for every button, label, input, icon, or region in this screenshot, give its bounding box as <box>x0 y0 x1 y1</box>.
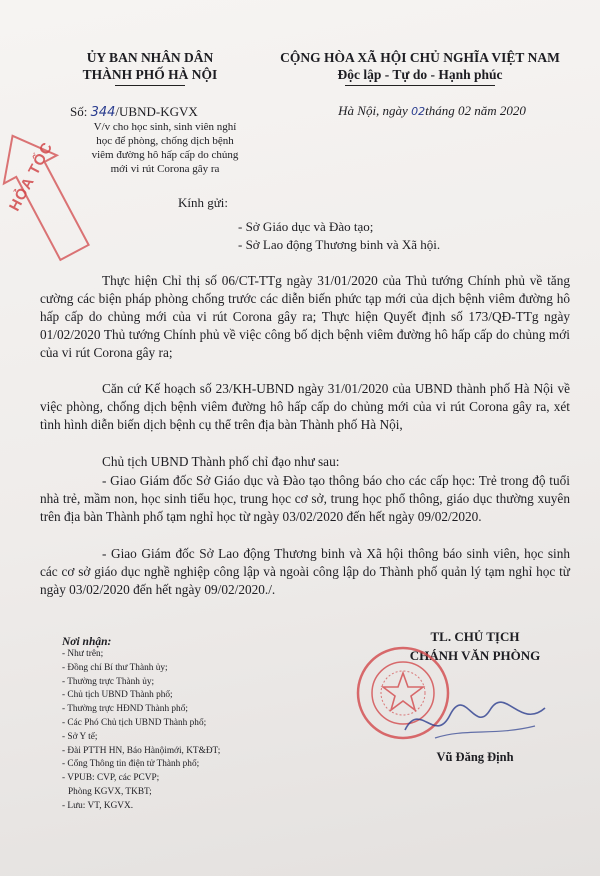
org-underline <box>115 85 185 86</box>
recipient-item: - Đồng chí Bí thư Thành ủy; <box>62 662 168 673</box>
org-line-2: THÀNH PHỐ HÀ NỘI <box>82 67 218 82</box>
body-paragraph: - Giao Giám đốc Sở Giáo dục và Đào tạo thông báo cho các cấp học: Trẻ trong độ tuổi nhà trẻ, mầm non, học sinh tiểu học, trung học cơ sở, trung học phổ thông, giáo dục thường xuyên trên địa bàn Thành phố tạm nghỉ học từ ngày 03/02/2020 đến hết ngày 09/02/2020. <box>40 473 570 524</box>
addressee-label: Kính gửi: <box>178 195 229 210</box>
date-day-handwritten: 02 <box>411 105 426 118</box>
recipient-item: Phòng KGVX, TKBT; <box>68 786 152 797</box>
org-line-1: ỦY BAN NHÂN DÂN <box>86 50 214 65</box>
recipient-item: - Thường trực Thành ủy; <box>62 676 155 687</box>
national-motto <box>255 49 585 86</box>
recipient-item: - VPUB: CVP, các PCVP; <box>62 773 160 784</box>
signer-name: Vũ Đăng Định <box>436 750 514 764</box>
addressee-recipient: - Sở Giáo dục và Đào tạo; <box>238 219 374 234</box>
body-paragraph: - Giao Giám đốc Sở Lao động Thương binh và Xã hội thông báo sinh viên, học sinh các cơ sở giáo dục nghề nghiệp công lập và ngoài công lập do Thành phố quản lý tạm nghỉ học từ ngày 03/02/2020 đến hết ngày 09/02/2020./. <box>40 546 570 597</box>
recipient-item: - Cổng Thông tin điện tử Thành phố; <box>62 759 200 770</box>
motto-underline <box>345 85 495 86</box>
body-paragraph: Căn cứ Kế hoạch số 23/KH-UBND ngày 31/01/2020 của UBND thành phố Hà Nội về việc phòng, chống dịch bệnh viêm đường hô hấp cấp do chủng mới của vi rút Corona gây ra, xét tình hình diễn biến dịch bệnh cụ thể trên địa bàn Thành phố Hà Nội, <box>40 381 570 432</box>
addressee-recipient: - Sở Lao động Thương binh và Xã hội. <box>238 237 441 252</box>
body-paragraph: Thực hiện Chỉ thị số 06/CT-TTg ngày 31/01/2020 của Thủ tướng Chính phủ về tăng cường các biện pháp phòng chống trước các diễn biến phức tạp mới của dịch bệnh viêm đường hô hấp cấp do chủng mới của vi rút Corona gây ra; Thực hiện Quyết định số 173/QĐ-TTg ngày 01/02/2020 Thủ tướng Chính phủ về việc công bố dịch bệnh viêm đường hô hấp cấp do chủng mới của vi rút Corona gây ra; <box>40 273 570 360</box>
subject-line: viêm đường hô hấp cấp do chủng <box>91 149 239 161</box>
recipients-title: Nơi nhận: <box>62 636 112 648</box>
subject-line: học để phòng, chống dịch bệnh <box>96 135 234 147</box>
recipient-item: - Các Phó Chủ tịch UBND Thành phố; <box>62 717 207 728</box>
date-suffix: tháng 02 năm 2020 <box>425 103 526 118</box>
signature-line-2: CHÁNH VĂN PHÒNG <box>409 648 541 663</box>
recipient-item: - Sở Y tế; <box>62 731 98 742</box>
urgent-stamp-label: HỎA TỐC <box>6 139 57 214</box>
date-prefix: Hà Nội, ngày <box>338 103 408 118</box>
doc-no-suffix: /UBND-KGVX <box>115 104 198 119</box>
recipient-item: - Lưu: VT, KGVX. <box>62 800 134 811</box>
doc-no-prefix: Số: <box>70 104 88 119</box>
signature-line-1: TL. CHỦ TỊCH <box>430 629 520 644</box>
recipient-item: - Đài PTTH HN, Báo Hànộimới, KT&ĐT; <box>62 745 221 756</box>
recipient-item: - Như trên; <box>62 649 104 659</box>
subject-line: V/v cho học sinh, sinh viên nghỉ <box>93 121 237 133</box>
body-paragraph: Chủ tịch UBND Thành phố chỉ đạo như sau: <box>102 454 340 469</box>
recipient-item: - Thường trực HĐND Thành phố; <box>62 704 188 715</box>
nation-line-2: Độc lập - Tự do - Hạnh phúc <box>337 67 503 82</box>
document-number <box>70 104 198 120</box>
doc-no-handwritten: 344 <box>90 105 116 120</box>
subject-line: mới vi rút Corona gây ra <box>110 163 220 175</box>
recipients-list <box>62 648 332 814</box>
handwritten-signature-icon <box>395 690 555 750</box>
document-date <box>292 103 572 119</box>
recipient-item: - Chủ tịch UBND Thành phố; <box>62 690 173 701</box>
issuing-authority <box>40 49 260 86</box>
nation-line-1: CỘNG HÒA XÃ HỘI CHỦ NGHĨA VIỆT NAM <box>280 50 560 65</box>
